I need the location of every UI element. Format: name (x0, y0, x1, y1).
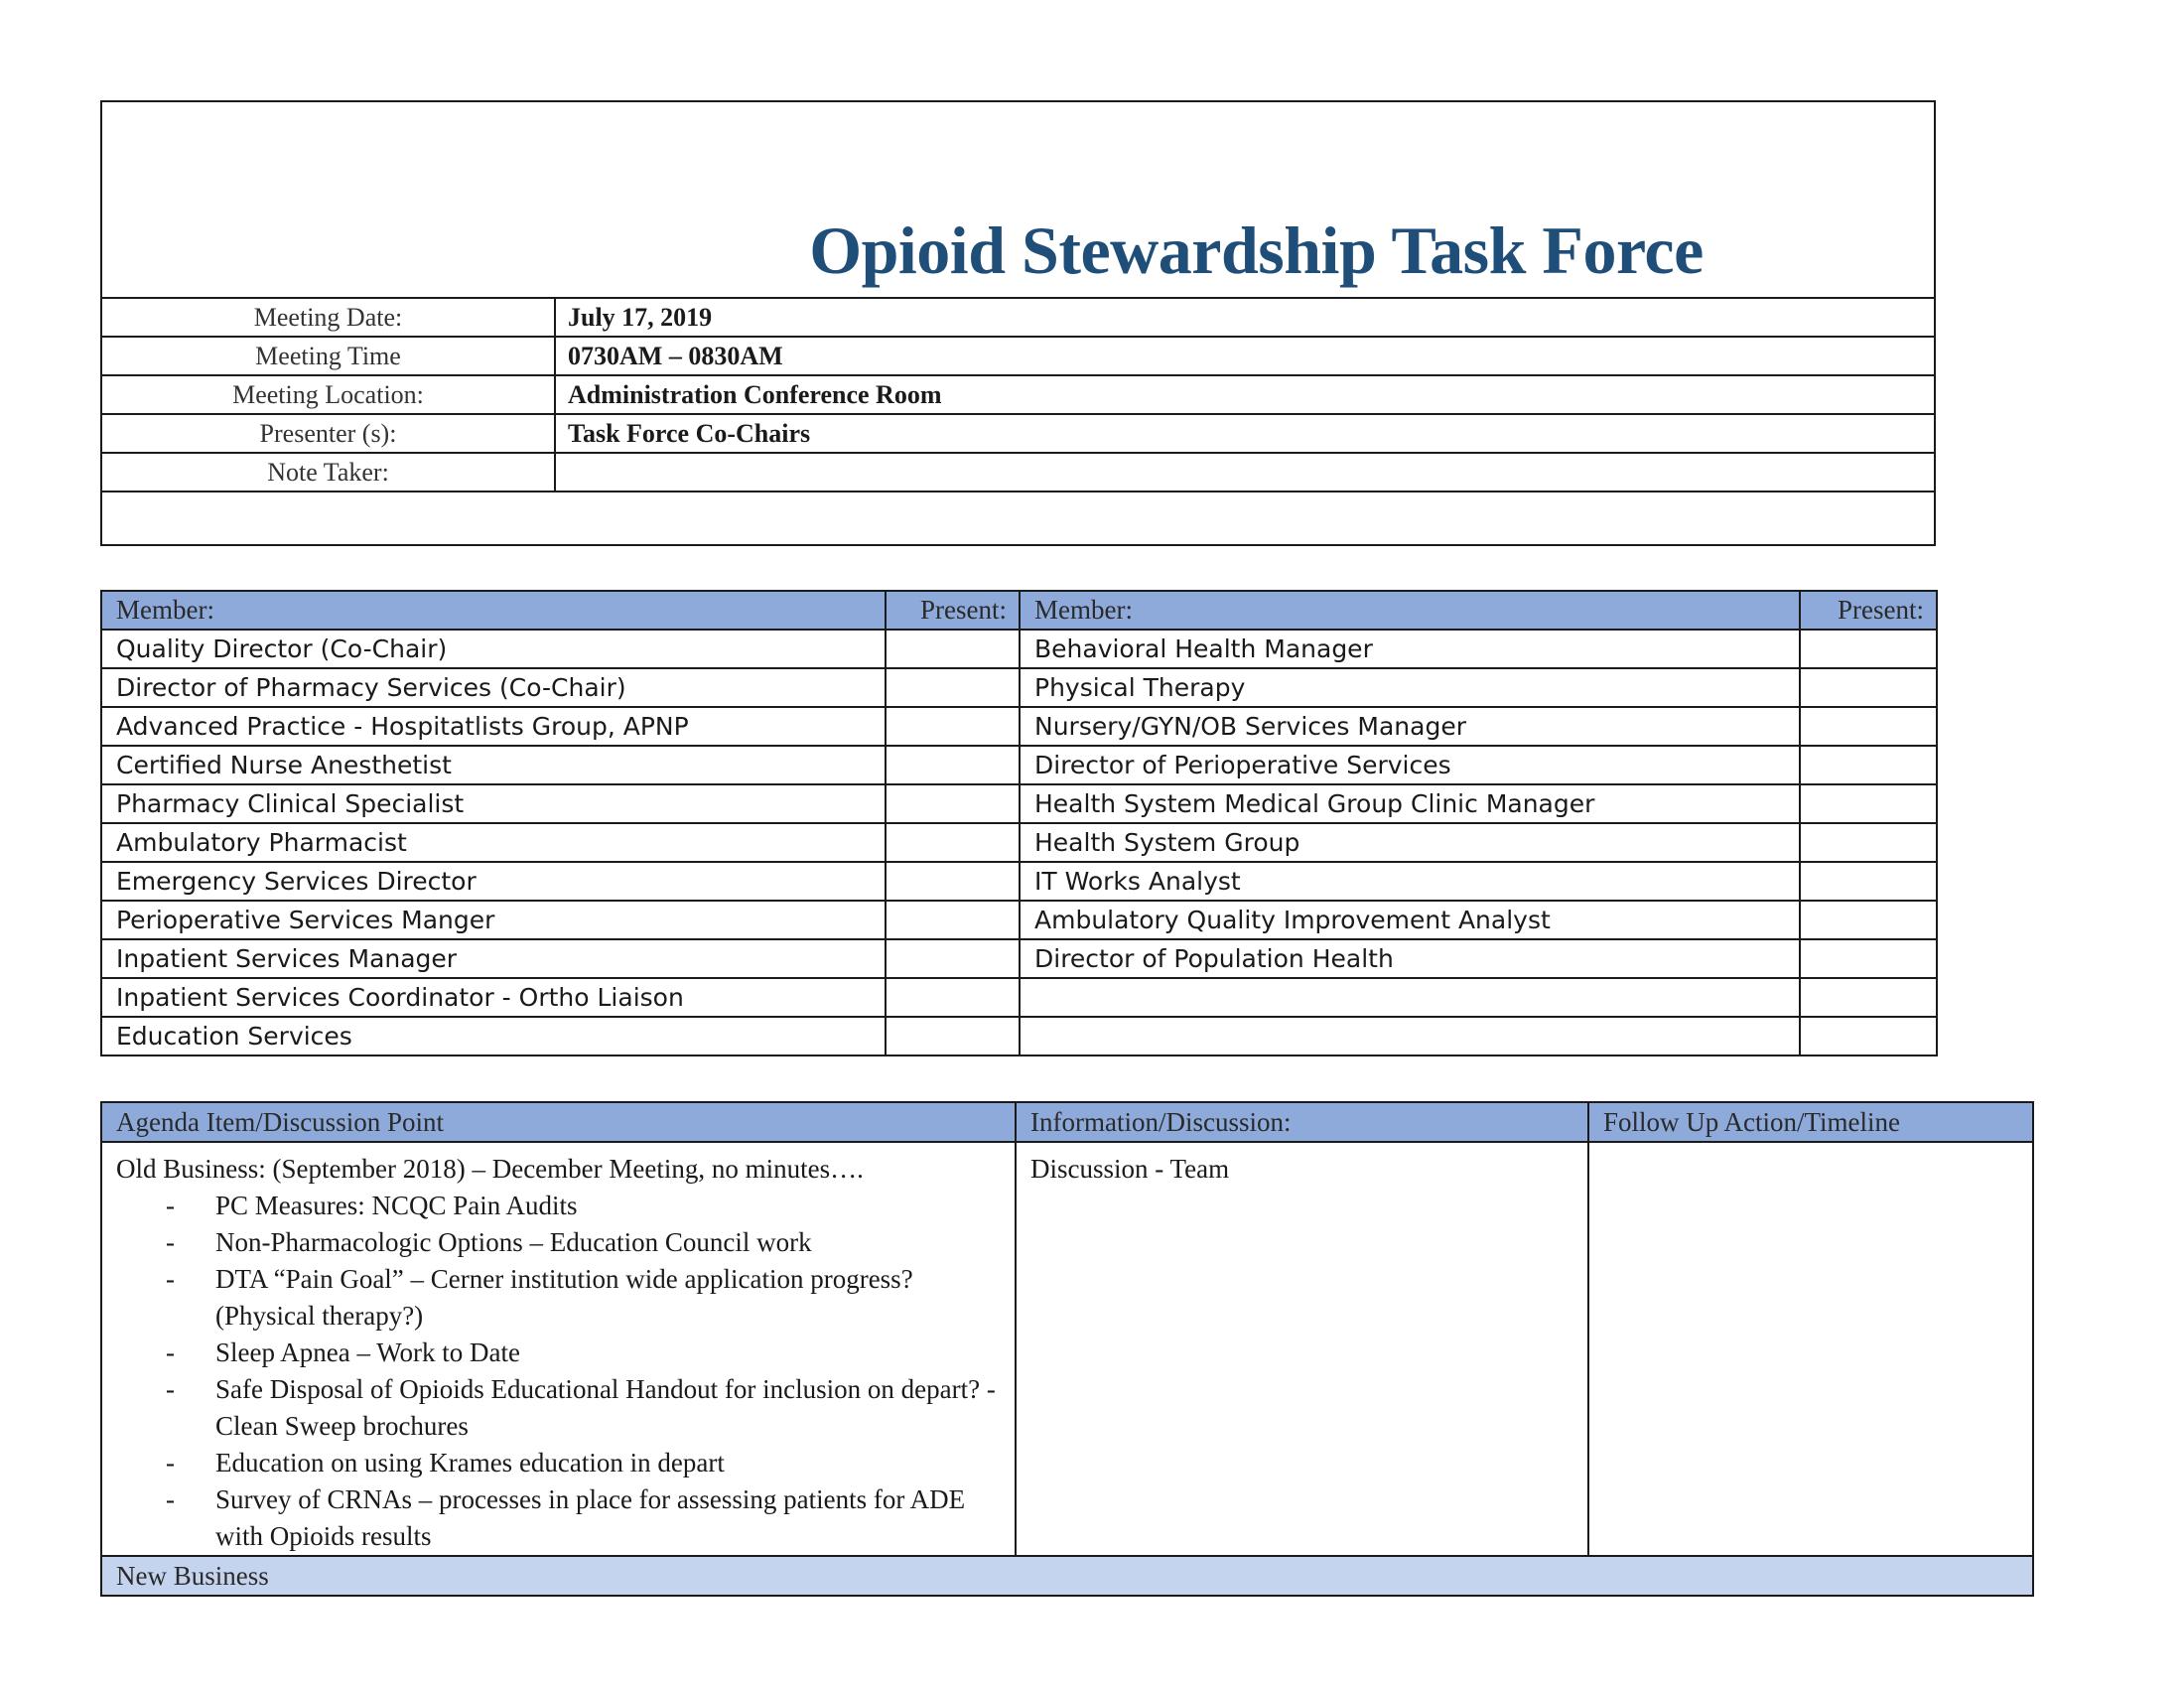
member-name: Behavioral Health Manager (1020, 630, 1800, 668)
presenter-label: Presenter (s): (102, 414, 555, 453)
information-header: Information/Discussion: (1016, 1102, 1588, 1142)
present-cell[interactable] (886, 746, 1020, 784)
present-cell[interactable] (886, 1017, 1020, 1055)
members-header-row (101, 591, 1937, 630)
member-name: Ambulatory Quality Improvement Analyst (1020, 901, 1800, 939)
list-item: - Survey of CRNAs – processes in place for assessing patients for ADE with Opioids results (116, 1481, 1001, 1555)
member-name: Emergency Services Director (101, 862, 886, 901)
meeting-date-value: July 17, 2019 (555, 298, 1934, 337)
old-business-cell (101, 1142, 1016, 1556)
member-name: Quality Director (Co-Chair) (101, 630, 886, 668)
member-name: Education Services (101, 1017, 886, 1055)
present-cell[interactable] (886, 707, 1020, 746)
meeting-time-value: 0730AM – 0830AM (555, 337, 1934, 375)
present-cell[interactable] (886, 862, 1020, 901)
old-business-list (116, 1188, 1001, 1555)
member-row (101, 746, 1937, 784)
list-item: - DTA “Pain Goal” – Cerner institution wide application progress? (Physical therapy?) (116, 1261, 1001, 1335)
meeting-time-label: Meeting Time (102, 337, 555, 375)
list-item: - Non-Pharmacologic Options – Education Council work (116, 1224, 1001, 1261)
agenda-table (100, 1101, 2034, 1597)
presenter-row (102, 414, 1934, 453)
member-name: Pharmacy Clinical Specialist (101, 784, 886, 823)
member-name: Perioperative Services Manger (101, 901, 886, 939)
member-name (1020, 978, 1800, 1017)
meeting-date-label: Meeting Date: (102, 298, 555, 337)
present-cell[interactable] (1800, 746, 1937, 784)
present-cell[interactable] (1800, 630, 1937, 668)
member-name: Certified Nurse Anesthetist (101, 746, 886, 784)
member-row (101, 630, 1937, 668)
present-cell[interactable] (886, 784, 1020, 823)
note-taker-value (555, 453, 1934, 492)
member-row (101, 784, 1937, 823)
old-business-followup[interactable] (1588, 1142, 2033, 1556)
list-item: - Education on using Krames education in depart (116, 1445, 1001, 1481)
note-taker-label: Note Taker: (102, 453, 555, 492)
member-name: Director of Population Health (1020, 939, 1800, 978)
member-header-right: Member: (1020, 591, 1800, 630)
member-row (101, 978, 1937, 1017)
member-name: Director of Perioperative Services (1020, 746, 1800, 784)
present-cell[interactable] (886, 978, 1020, 1017)
member-name: Physical Therapy (1020, 668, 1800, 707)
note-taker-row (102, 453, 1934, 492)
old-business-row (101, 1142, 2033, 1556)
member-name: Health System Medical Group Clinic Manager (1020, 784, 1800, 823)
member-row (101, 823, 1937, 862)
member-row (101, 939, 1937, 978)
member-name: Advanced Practice - Hospitatlists Group, APNP (101, 707, 886, 746)
present-cell[interactable] (1800, 978, 1937, 1017)
agenda-header-row (101, 1102, 2033, 1142)
member-name: IT Works Analyst (1020, 862, 1800, 901)
meeting-header (100, 100, 1936, 546)
present-cell[interactable] (1800, 707, 1937, 746)
meeting-date-row (102, 298, 1934, 337)
present-cell[interactable] (1800, 784, 1937, 823)
member-name: Nursery/GYN/OB Services Manager (1020, 707, 1800, 746)
member-header-left: Member: (101, 591, 886, 630)
present-header-left: Present: (886, 591, 1020, 630)
member-name: Director of Pharmacy Services (Co-Chair) (101, 668, 886, 707)
page-title: Opioid Stewardship Task Force (809, 212, 1704, 288)
meeting-info-table (102, 297, 1934, 492)
meeting-location-row (102, 375, 1934, 414)
present-cell[interactable] (1800, 901, 1937, 939)
member-name (1020, 1017, 1800, 1055)
present-cell[interactable] (886, 823, 1020, 862)
meeting-location-value: Administration Conference Room (555, 375, 1934, 414)
present-cell[interactable] (1800, 1017, 1937, 1055)
member-row (101, 862, 1937, 901)
list-item: - Safe Disposal of Opioids Educational Handout for inclusion on depart? - Clean Sweep brochures (116, 1371, 1001, 1445)
present-cell[interactable] (886, 901, 1020, 939)
old-business-title: Old Business: (September 2018) – December Meeting, no minutes…. (116, 1154, 864, 1184)
member-row (101, 901, 1937, 939)
present-cell[interactable] (1800, 862, 1937, 901)
present-cell[interactable] (1800, 823, 1937, 862)
new-business-label: New Business (101, 1556, 2033, 1596)
follow-up-header: Follow Up Action/Timeline (1588, 1102, 2033, 1142)
present-cell[interactable] (886, 939, 1020, 978)
member-name: Ambulatory Pharmacist (101, 823, 886, 862)
member-name: Inpatient Services Manager (101, 939, 886, 978)
agenda-item-header: Agenda Item/Discussion Point (101, 1102, 1016, 1142)
member-row (101, 668, 1937, 707)
member-row (101, 707, 1937, 746)
members-table (100, 590, 1938, 1056)
new-business-row (101, 1556, 2033, 1596)
present-header-right: Present: (1800, 591, 1937, 630)
presenter-value: Task Force Co-Chairs (555, 414, 1934, 453)
meeting-location-label: Meeting Location: (102, 375, 555, 414)
meeting-time-row (102, 337, 1934, 375)
list-item: - PC Measures: NCQC Pain Audits (116, 1188, 1001, 1224)
member-name: Health System Group (1020, 823, 1800, 862)
old-business-info: Discussion - Team (1016, 1142, 1588, 1556)
present-cell[interactable] (1800, 939, 1937, 978)
present-cell[interactable] (1800, 668, 1937, 707)
list-item: - Sleep Apnea – Work to Date (116, 1335, 1001, 1371)
present-cell[interactable] (886, 630, 1020, 668)
present-cell[interactable] (886, 668, 1020, 707)
member-name: Inpatient Services Coordinator - Ortho Liaison (101, 978, 886, 1017)
member-row (101, 1017, 1937, 1055)
